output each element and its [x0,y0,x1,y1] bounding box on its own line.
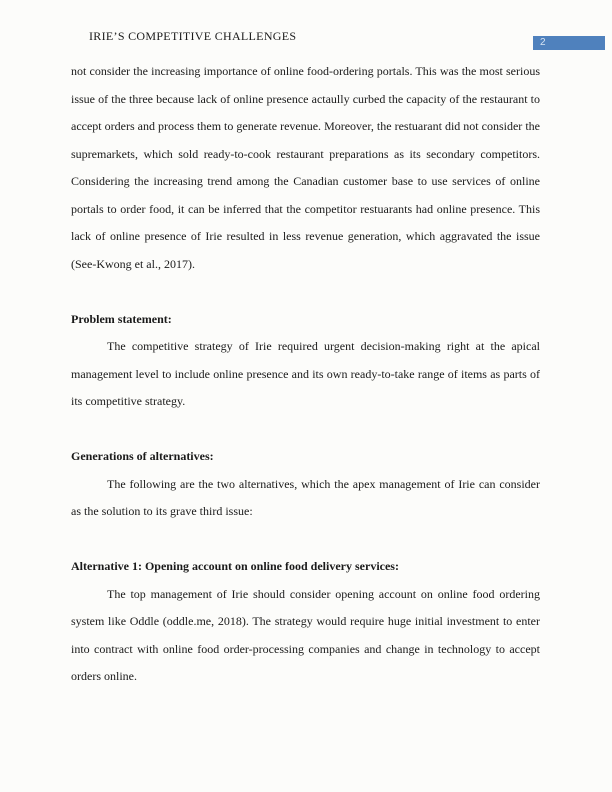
paragraph-alternative-1: The top management of Irie should consider opening account on online food ordering system like Oddle (oddle.me, 2018). The strategy would require huge initial investment to enter into contract with online food order-processing companies and change in technology to accept orders online. [71,586,540,683]
page-number-badge [533,36,605,50]
heading-generations-of-alternatives: Generations of alternatives: [71,449,214,463]
paragraph-generations-of-alternatives: The following are the two alternatives, which the apex management of Irie can consider as the solution to its grave third issue: [71,476,540,518]
heading-problem-statement: Problem statement: [71,311,172,326]
heading-alternative-1: Alternative 1: Opening account on online food delivery services: [71,559,399,573]
page-number: 2 [540,37,546,48]
paragraph-problem-statement: The competitive strategy of Irie required urgent decision-making right at the apical management level to include online presence and its own ready-to-take range of items as parts of its competitive strategy. [71,339,540,408]
paragraph-online-portals-continuation: not consider the increasing importance of online food-ordering portals. This was the most serious issue of the three because lack of online presence actaully curbed the capacity of the restaurant to accept orders and process them to generate revenue. Moreover, the restuarant did not consider the supremarkets, which sold ready-to-cook restaurant preparations as its secondary competitors. Considering the increasing trend among the Canadian customer base to use services of online portals to order food, it can be inferred that the competitor restuarants had online presence. This lack of online presence of Irie resulted in less revenue generation, which aggravated the issue (See-Kwong et al., 2017). [71,64,540,271]
document-body [71,58,540,691]
running-head: IRIE’S COMPETITIVE CHALLENGES [89,29,297,43]
